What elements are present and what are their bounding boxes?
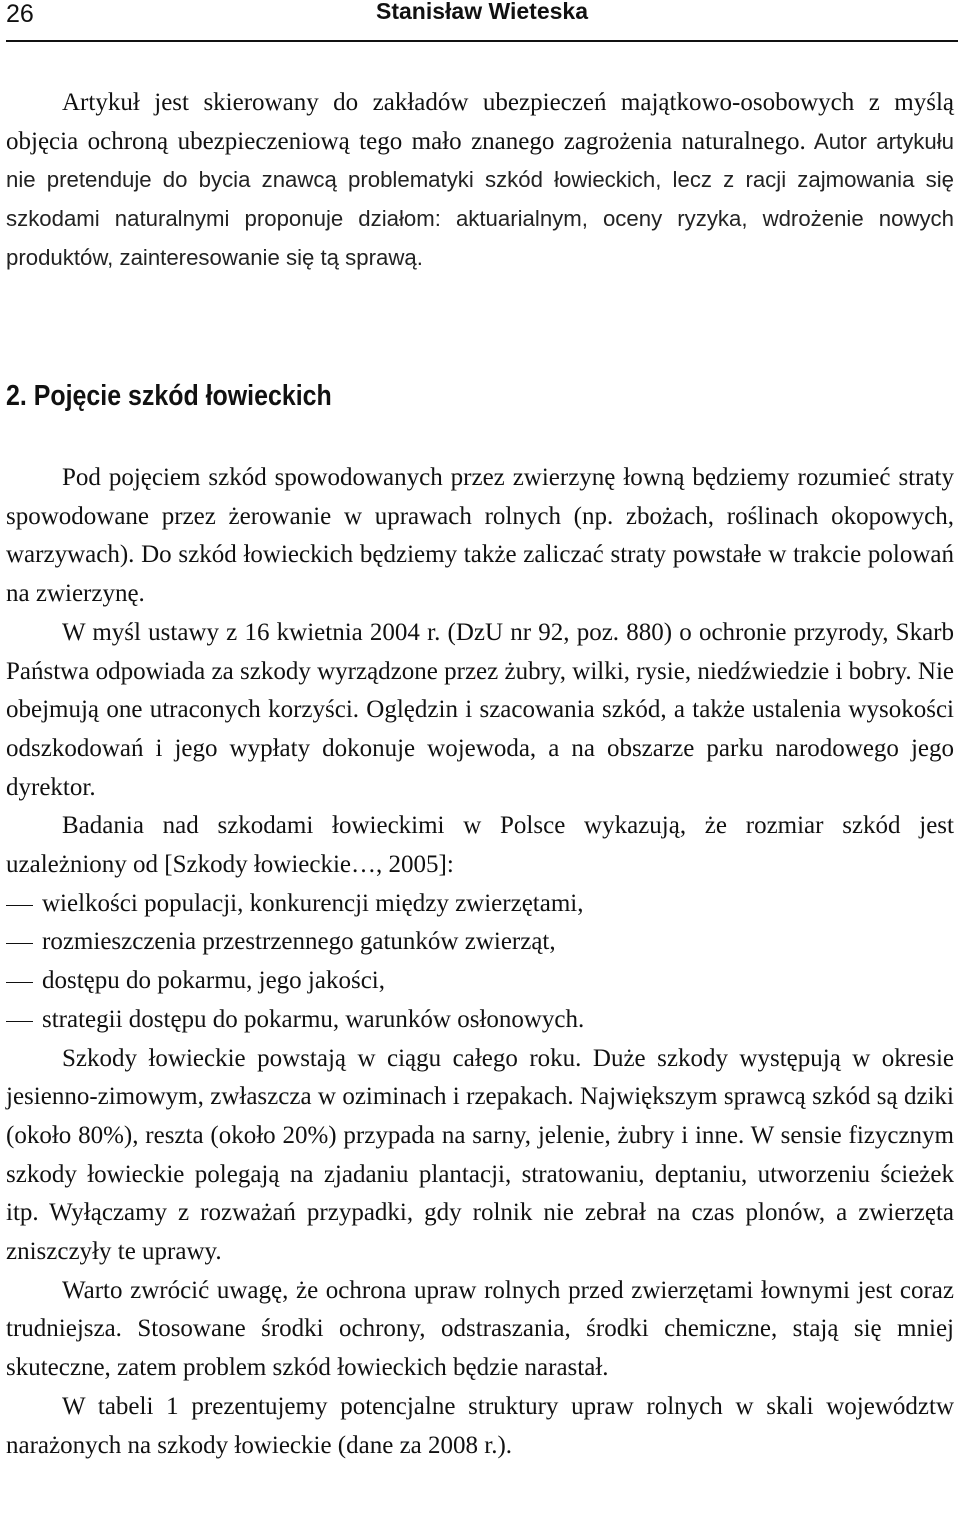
intro-sentence-2: Autor artykułu nie pretenduje do bycia znawcą problematyki szkód łowieckich, lecz z racji zajmowania się szkodami naturalnymi proponuje działom: aktuarialnym, oceny ryzyka, wdrożenie nowych produktów, zainteresowanie się tą sprawą.	[6, 128, 954, 270]
list-item-text: wielkości populacji, konkurencji między zwierzętami,	[42, 889, 584, 917]
intro-paragraph	[6, 84, 954, 278]
body-paragraph-1: Pod pojęciem szkód spowodowanych przez zwierzynę łowną będziemy rozumieć straty spowodowane przez żerowanie w uprawach rolnych (np. zbożach, roślinach okopowych, warzywach). Do szkód łowieckich będziemy także zaliczać straty powstałe w trakcie polowań na zwierzynę.	[6, 464, 954, 608]
dash-bullet-icon	[6, 943, 33, 944]
section-heading: 2. Pojęcie szkód łowieckich	[6, 380, 332, 412]
running-head-author: Stanisław Wieteska	[376, 0, 588, 24]
dash-bullet-icon	[6, 982, 33, 983]
body-paragraph-3: Badania nad szkodami łowieckimi w Polsce wykazują, że rozmiar szkód jest uzależniony od [Szkody łowieckie…, 2005]:	[6, 812, 954, 879]
list-item	[6, 923, 954, 962]
page-header	[0, 0, 960, 44]
dash-bullet-icon	[6, 905, 33, 906]
list-item-text: strategii dostępu do pokarmu, warunków osłonowych.	[42, 1005, 585, 1033]
body-paragraph-5: Warto zwrócić uwagę, że ochrona upraw rolnych przed zwierzętami łownymi jest coraz trudniejsza. Stosowane środki ochrony, odstraszania, środki chemiczne, stają się mniej skuteczne, zatem problem szkód łowieckich będzie narastał.	[6, 1276, 954, 1382]
section-body	[6, 459, 954, 1465]
list-item-text: rozmieszczenia przestrzennego gatunków zwierząt,	[42, 928, 556, 956]
page-number: 26	[6, 0, 34, 28]
body-paragraph-2: W myśl ustawy z 16 kwietnia 2004 r. (DzU nr 92, poz. 880) o ochronie przyrody, Skarb Państwa odpowiada za szkody wyrządzone przez żubry, wilki, rysie, niedźwiedzie i bobry. Nie obejmują one utraconych korzyści. Oględzin i szacowania szkód, a także ustalenia wysokości odszkodowań i jego wypłaty dokonuje wojewoda, a na obszarze parku narodowego jego dyrektor.	[6, 618, 954, 801]
header-rule	[6, 40, 958, 42]
intro-sentence-1: Artykuł jest skierowany do zakładów ubezpieczeń majątkowo-osobowych z myślą objęcia ochroną ubezpieczeniową tego mało znanego zagrożenia naturalnego.	[6, 89, 954, 155]
list-item-text: dostępu do pokarmu, jego jakości,	[42, 967, 385, 995]
dash-bullet-icon	[6, 1021, 33, 1022]
factor-list	[6, 885, 954, 1040]
list-item	[6, 885, 954, 924]
body-paragraph-4: Szkody łowieckie powstają w ciągu całego roku. Duże szkody występują w okresie jesienno-zimowym, zwłaszcza w oziminach i rzepakach. Największym sprawcą szkód są dziki (około 80%), reszta (około 20%) przypada na sarny, jelenie, żubry i inne. W sensie fizycznym szkody łowieckie polegają na zjadaniu plantacji, stratowaniu, deptaniu, utworzeniu ścieżek itp. Wyłączamy z rozważań przypadki, gdy rolnik nie zebrał na czas plonów, a zwierzęta zniszczyły te uprawy.	[6, 1044, 954, 1266]
intro-paragraph-block	[6, 84, 954, 278]
list-item	[6, 962, 954, 1001]
list-item	[6, 1001, 954, 1040]
body-paragraph-6: W tabeli 1 prezentujemy potencjalne struktury upraw rolnych w skali województw narażonych na szkody łowieckie (dane za 2008 r.).	[6, 1392, 954, 1459]
